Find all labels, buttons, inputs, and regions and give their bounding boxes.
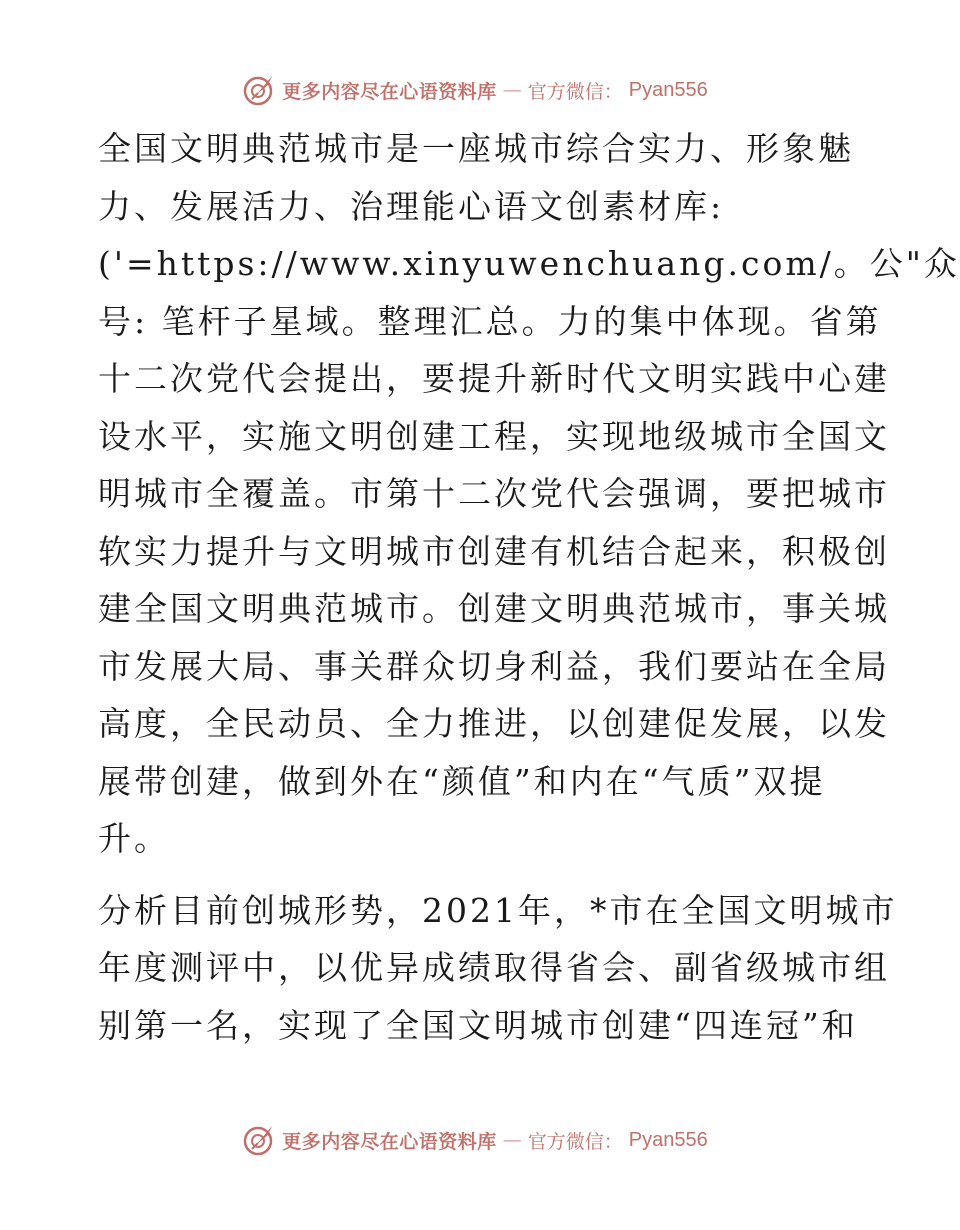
banner-separator: — <box>502 79 522 101</box>
banner-wechat-id: Pyan556 <box>628 1128 708 1151</box>
text-line: 升。 <box>98 819 170 858</box>
text-line: 力、发展活力、治理能心语文创素材库: <box>98 186 725 226</box>
text-line: 市发展大局、事关群众切身利益，我们要站在全局 <box>98 646 890 686</box>
document-body <box>98 120 960 1054</box>
text-line: 设水平，实施文明创建工程，实现地级城市全国文 <box>98 416 890 456</box>
banner-wechat-label: 官方微信： <box>527 80 623 103</box>
quill-logo-icon <box>242 73 276 107</box>
footer-watermark-banner <box>0 1120 950 1160</box>
banner-wechat-id: Pyan556 <box>628 78 708 101</box>
text-line: 分析目前创城形势，2021年，*市在全国文明城市 <box>98 890 898 930</box>
banner-text: 更多内容尽在心语资料库 <box>282 80 497 103</box>
text-line: 软实力提升与文明城市创建有机结合起来，积极创 <box>98 531 890 571</box>
header-watermark-banner <box>0 70 950 110</box>
paragraph <box>98 882 898 1055</box>
banner-wechat-label: 官方微信： <box>527 1130 623 1153</box>
text-line: 建全国文明典范城市。创建文明典范城市，事关城 <box>98 589 890 628</box>
text-line: 别第一名，实现了全国文明城市创建“四连冠”和 <box>98 1005 858 1045</box>
paragraph-spacer <box>98 868 850 882</box>
text-line: 十二次党代会提出，要提升新时代文明实践中心建 <box>98 359 890 398</box>
text-line: 展带创建，做到外在“颜值”和内在“气质”双提 <box>98 761 826 801</box>
quill-logo-icon <box>242 1123 276 1157</box>
text-line: 高度，全民动员、全力推进，以创建促发展，以发 <box>98 704 890 743</box>
text-line: 年度测评中，以优异成绩取得省会、副省级城市组 <box>98 948 890 987</box>
text-line: 号: 笔杆子星域。整理汇总。力的集中体现。省第 <box>98 301 882 341</box>
banner-separator: — <box>502 1129 522 1151</box>
text-line: ('=https://www.xinyuwenchuang.com/。公"众 <box>98 244 960 283</box>
text-line: 明城市全覆盖。市第十二次党代会强调，要把城市 <box>98 474 890 513</box>
banner-text: 更多内容尽在心语资料库 <box>282 1130 497 1153</box>
paragraph <box>98 120 960 868</box>
text-line: 全国文明典范城市是一座城市综合实力、形象魅 <box>98 129 854 168</box>
